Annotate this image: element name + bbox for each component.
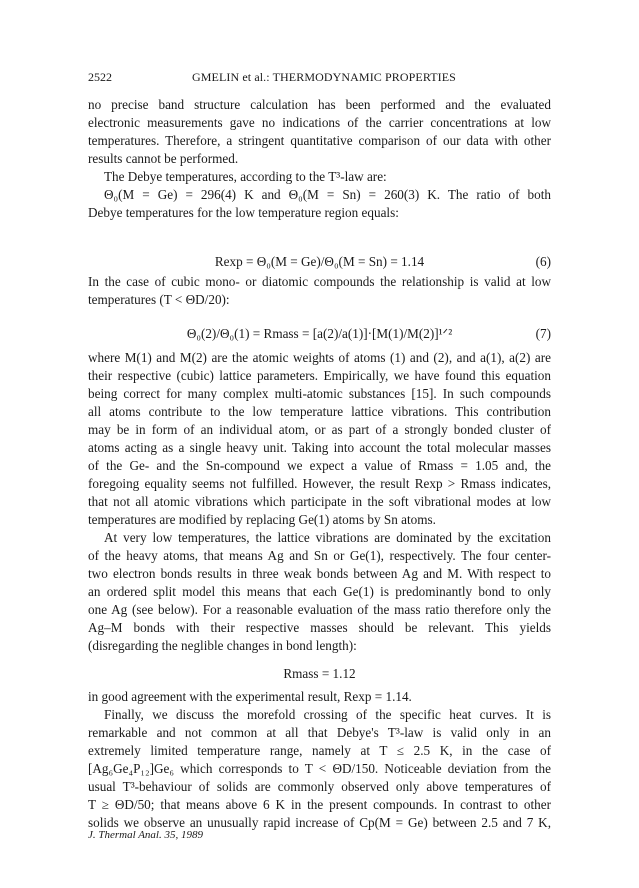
text-line: may be in form of an individual atom, or as part of a strongly bonded cluster of — [88, 422, 551, 437]
page-header — [88, 70, 551, 88]
text-line: of the heavy atoms, that means Ag and Sn or Ge(1), respectively. The four center- — [88, 548, 551, 563]
text-line: (disregarding the neglible changes in bond length): — [88, 638, 357, 653]
text-line: T ≥ ΘD/50; that means above 6 K in the present compounds. In contrast to other — [88, 797, 551, 812]
equation-number-6: (6) — [535, 254, 551, 269]
text-line: their respective (cubic) lattice parameters. Empirically, we have found this equation — [88, 368, 551, 383]
page-number: 2522 — [88, 70, 112, 84]
text-line: all atoms contribute to the low temperature lattice vibrations. This contribution — [88, 404, 551, 419]
text-line: The Debye temperatures, according to the T³-law are: — [104, 169, 387, 184]
text-line: Finally, we discuss the morefold crossing of the specific heat curves. It is — [104, 707, 551, 722]
text-line: extremely limited temperature range, namely at T ≤ 2.5 K, in the case of — [88, 743, 551, 758]
text-line: In the case of cubic mono- or diatomic compounds the relationship is valid at low — [88, 274, 551, 289]
text-line: being correct for many complex multi-atomic substances [15]. In such compounds — [88, 386, 551, 401]
text-line: that not all atomic vibrations which participate in the soft vibrational modes at low — [88, 494, 551, 509]
text-line: one Ag (see below). For a reasonable evaluation of the mass ratio therefore only the — [88, 602, 551, 617]
text-line: electronic measurements gave no indications of the carrier concentrations at low — [88, 115, 551, 130]
text-line: temperatures. Therefore, a stringent quantitative comparison of our data with other — [88, 133, 551, 148]
equation-number-7: (7) — [535, 326, 551, 341]
text-line: results cannot be performed. — [88, 151, 239, 166]
text-line: of the Ge- and the Sn-compound we expect a value of Rmass = 1.05 and, the — [88, 458, 551, 473]
text-line: an ordered split model this means that each Ge(1) is predominantly bond to only — [88, 584, 551, 599]
text-line: Debye temperatures for the low temperature region equals: — [88, 205, 399, 220]
text-line: temperatures (T < ΘD/20): — [88, 292, 230, 307]
text-line: Rmass = 1.12 — [283, 666, 356, 681]
text-line: atoms acting as a single heavy unit. Taking into account the total molecular masses — [88, 440, 551, 455]
text-line: temperatures are modified by replacing Ge(1) atoms by Sn atoms. — [88, 512, 436, 527]
journal-footer: J. Thermal Anal. 35, 1989 — [88, 829, 203, 841]
text-line: At very low temperatures, the lattice vibrations are dominated by the excitation — [104, 530, 551, 545]
text-line: remarkable and not common at all that Debye's T³-law is valid only in an — [88, 725, 551, 740]
text-line: Rexp = Θ₀(M = Ge)/Θ₀(M = Sn) = 1.14 — [214, 254, 425, 269]
text-line: Θ₀(2)/Θ₀(1) = Rmass = [a(2)/a(1)]·[M(1)/M(2)]¹ᐟ² — [186, 326, 453, 341]
text-line: where M(1) and M(2) are the atomic weights of atoms (1) and (2), and a(1), a(2) are — [88, 350, 551, 365]
text-line: [Ag₆Ge₄P₁₂]Ge₆ which corresponds to T < ΘD/150. Noticeable deviation from the — [88, 761, 551, 776]
text-line: solids we observe an unusually rapid increase of Cp(M = Ge) between 2.5 and 7 K, — [88, 815, 551, 830]
text-line: usual T³-behaviour of solids are commonly observed only above temperatures of — [88, 779, 551, 794]
text-line: Θ₀(M = Ge) = 296(4) K and Θ₀(M = Sn) = 260(3) K. The ratio of both — [104, 187, 551, 202]
text-line: in good agreement with the experimental result, Rexp = 1.14. — [88, 689, 412, 704]
text-line: foregoing equality seems not fulfilled. However, the result Rexp > Rmass indicates, — [88, 476, 551, 491]
text-line: two electron bonds results in three weak bonds between Ag and M. With respect to — [88, 566, 551, 581]
text-line: Ag–M bonds with their respective masses should be relevant. This yields — [88, 620, 551, 635]
running-title: GMELIN et al.: THERMODYNAMIC PROPERTIES — [192, 70, 456, 84]
text-line: no precise band structure calculation has been performed and the evaluated — [88, 97, 551, 112]
